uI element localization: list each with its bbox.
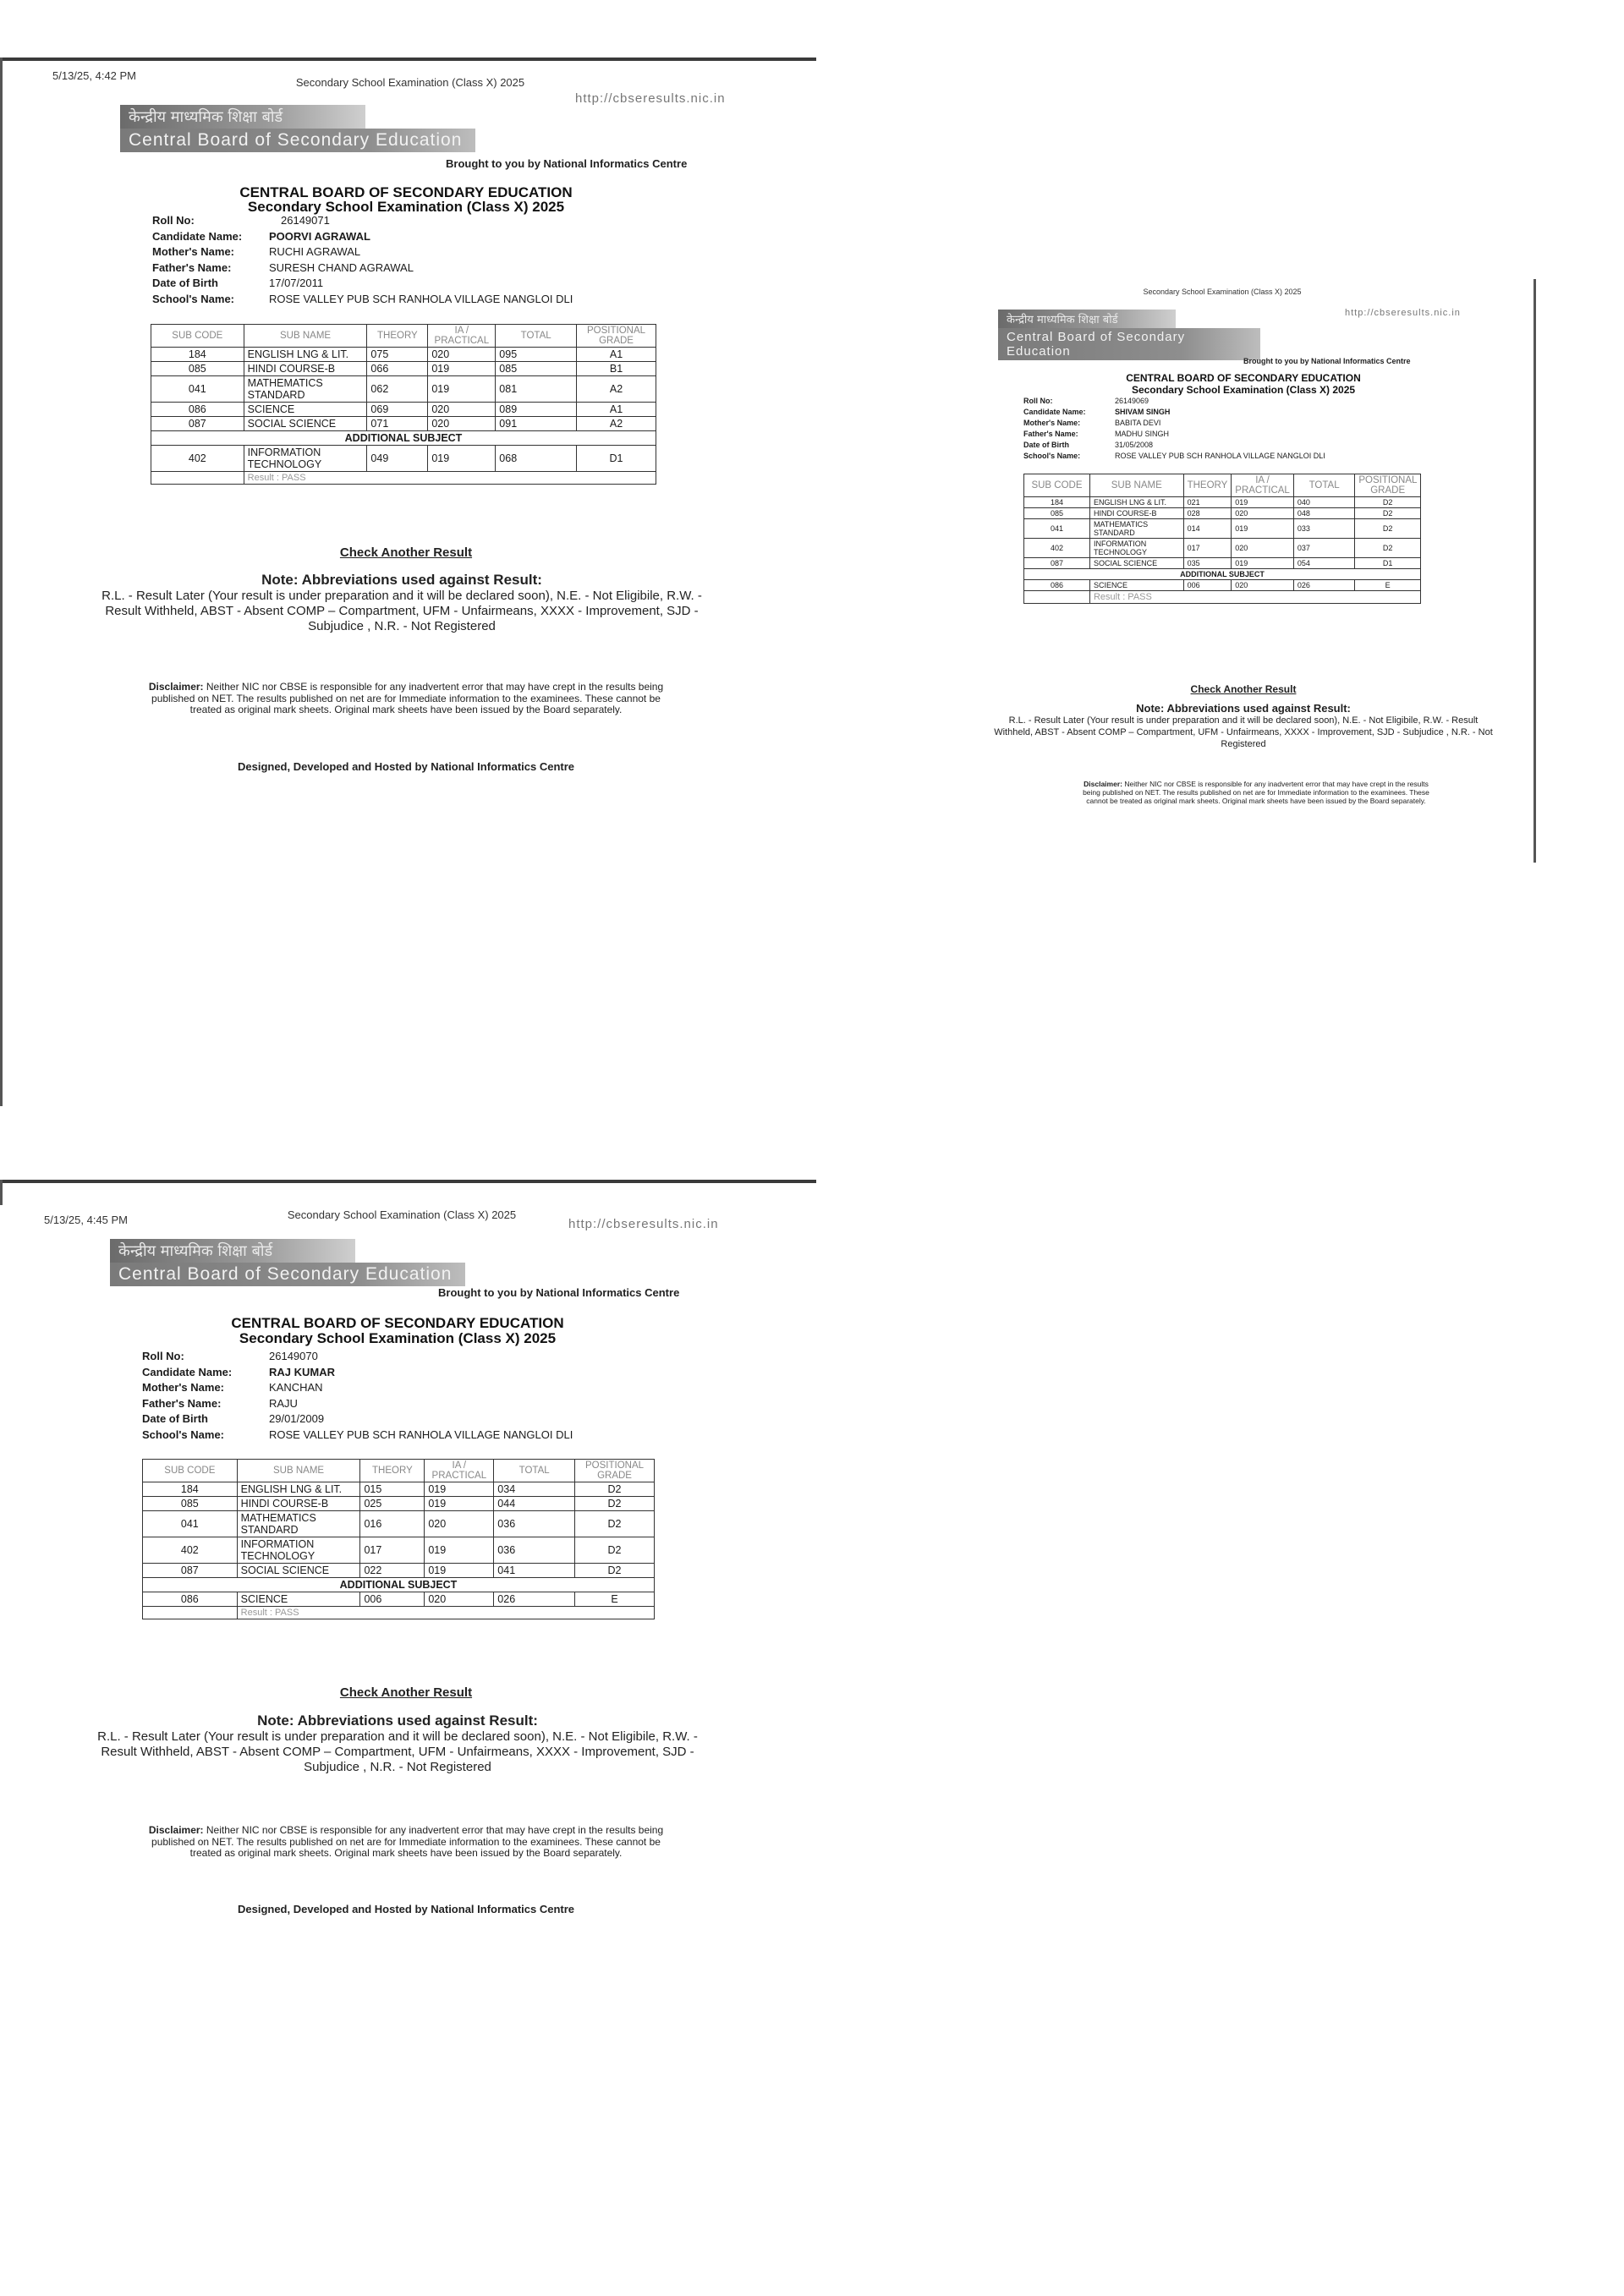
positional-grade: D1 — [1355, 558, 1421, 569]
column-header: SUB CODE — [151, 325, 244, 348]
column-header: POSITIONAL GRADE — [577, 325, 656, 348]
total-marks: 040 — [1293, 497, 1355, 508]
practical-marks: 019 — [1232, 558, 1294, 569]
positional-grade: D1 — [577, 446, 656, 472]
sub-code: 086 — [143, 1592, 238, 1607]
label-father: Father's Name: — [152, 260, 232, 274]
theory-marks: 069 — [367, 403, 428, 417]
positional-grade: D2 — [1355, 519, 1421, 539]
designed-by: Designed, Developed and Hosted by National Informatics Centre — [237, 1903, 575, 1915]
label-father: Father's Name: — [1023, 430, 1078, 438]
date-of-birth: 17/07/2011 — [269, 277, 324, 289]
site-url[interactable]: http://cbseresults.nic.in — [568, 1217, 719, 1231]
practical-marks: 019 — [428, 376, 496, 403]
column-header: SUB NAME — [237, 1460, 360, 1482]
additional-subject-heading-row — [143, 1578, 655, 1592]
column-header: IA / PRACTICAL — [425, 1460, 494, 1482]
sub-name: SOCIAL SCIENCE — [244, 417, 367, 431]
column-header: IA / PRACTICAL — [428, 325, 496, 348]
additional-subject-heading: ADDITIONAL SUBJECT — [143, 1578, 655, 1592]
sub-code: 087 — [143, 1564, 238, 1578]
subject-row — [143, 1497, 655, 1511]
total-marks: 091 — [496, 417, 577, 431]
practical-marks: 019 — [425, 1564, 494, 1578]
page-top-rule — [0, 58, 816, 61]
note-body: R.L. - Result Later (Your result is under preparation and it will be declared soon), N.E. - Not Eligibile, R.W. - Result Withheld, ABST - Absent COMP – Compartment, UFM - Unfairmeans, XXXX - Improvement, SJD - Subjudice , N.R. - Not Registered — [97, 1729, 698, 1774]
cbse-banner — [998, 310, 1260, 360]
sub-name: ENGLISH LNG & LIT. — [244, 348, 367, 362]
practical-marks: 019 — [1232, 497, 1294, 508]
theory-marks: 025 — [360, 1497, 425, 1511]
subject-row — [151, 348, 656, 362]
candidate-name: SHIVAM SINGH — [1115, 408, 1171, 416]
sub-name: HINDI COURSE-B — [237, 1497, 360, 1511]
positional-grade: D2 — [575, 1511, 655, 1537]
candidate-info — [1023, 396, 1325, 462]
theory-marks: 017 — [1183, 539, 1232, 558]
label-roll: Roll No: — [152, 214, 195, 227]
result-status: Result : PASS — [237, 1607, 654, 1619]
practical-marks: 019 — [425, 1482, 494, 1497]
total-marks: 068 — [496, 446, 577, 472]
label-dob: Date of Birth — [142, 1412, 208, 1425]
practical-marks: 020 — [1232, 508, 1294, 519]
page-header: Secondary School Examination (Class X) 2025 — [287, 1208, 517, 1221]
disclaimer-label: Disclaimer: — [148, 681, 204, 693]
theory-marks: 006 — [360, 1592, 425, 1607]
father-name: RAJU — [269, 1396, 298, 1410]
label-mother: Mother's Name: — [142, 1381, 224, 1394]
banner-hindi: केन्द्रीय माध्यमिक शिक्षा बोर्ड — [998, 310, 1176, 328]
subject-row — [151, 403, 656, 417]
column-header: THEORY — [1183, 474, 1232, 497]
result-sheet-2 — [914, 279, 1539, 871]
column-header: POSITIONAL GRADE — [575, 1460, 655, 1482]
sub-name: SOCIAL SCIENCE — [237, 1564, 360, 1578]
result-row — [143, 1607, 655, 1619]
disclaimer-label: Disclaimer: — [1084, 780, 1122, 788]
board-title: CENTRAL BOARD OF SECONDARY EDUCATION — [239, 184, 573, 200]
page-left-rule — [0, 1180, 3, 1205]
sub-code: 087 — [1024, 558, 1090, 569]
total-marks: 048 — [1293, 508, 1355, 519]
positional-grade: E — [575, 1592, 655, 1607]
theory-marks: 017 — [360, 1537, 425, 1564]
positional-grade: D2 — [575, 1482, 655, 1497]
result-sheet-1 — [0, 58, 820, 1106]
label-roll: Roll No: — [1023, 397, 1053, 405]
label-father: Father's Name: — [142, 1396, 222, 1410]
sub-name: MATHEMATICS STANDARD — [1089, 519, 1183, 539]
column-header: IA / PRACTICAL — [1232, 474, 1294, 497]
timestamp: 5/13/25, 4:45 PM — [44, 1214, 129, 1226]
total-marks: 037 — [1293, 539, 1355, 558]
total-marks: 095 — [496, 348, 577, 362]
practical-marks: 020 — [1232, 539, 1294, 558]
sub-code: 041 — [1024, 519, 1090, 539]
exam-title: Secondary School Examination (Class X) 2025 — [239, 1330, 557, 1346]
candidate-name: POORVI AGRAWAL — [269, 229, 370, 243]
subject-row — [143, 1482, 655, 1497]
practical-marks: 020 — [428, 417, 496, 431]
mother-name: KANCHAN — [269, 1381, 323, 1394]
subject-row — [1024, 497, 1421, 508]
total-marks: 026 — [1293, 580, 1355, 591]
theory-marks: 016 — [360, 1511, 425, 1537]
sub-name: SCIENCE — [1089, 580, 1183, 591]
brought-by: Brought to you by National Informatics Centre — [438, 1286, 680, 1299]
check-another-result-link[interactable]: Check Another Result — [339, 1685, 473, 1700]
additional-subject-row — [143, 1592, 655, 1607]
practical-marks: 019 — [425, 1497, 494, 1511]
additional-subject-heading: ADDITIONAL SUBJECT — [1024, 569, 1421, 580]
banner-hindi: केन्द्रीय माध्यमिक शिक्षा बोर्ड — [120, 105, 365, 129]
result-empty-cell — [1024, 591, 1090, 604]
sub-name: SCIENCE — [244, 403, 367, 417]
theory-marks: 022 — [360, 1564, 425, 1578]
subject-row — [1024, 519, 1421, 539]
note-body: R.L. - Result Later (Your result is under preparation and it will be declared soon), N.E. - Not Eligibile, R.W. - Result Withheld, ABST - Absent COMP – Compartment, UFM - Unfairmeans, XXXX - Improvement, SJD - Subjudice , N.R. - Not Registered — [994, 715, 1493, 749]
theory-marks: 014 — [1183, 519, 1232, 539]
column-header: SUB NAME — [244, 325, 367, 348]
marks-table — [151, 324, 656, 485]
practical-marks: 019 — [425, 1537, 494, 1564]
subject-row — [143, 1564, 655, 1578]
sub-name: HINDI COURSE-B — [1089, 508, 1183, 519]
note-heading: Note: Abbreviations used against Result: — [257, 1712, 538, 1729]
label-candidate: Candidate Name: — [1023, 408, 1086, 416]
page-header: Secondary School Examination (Class X) 2025 — [295, 76, 525, 89]
date-of-birth: 31/05/2008 — [1115, 441, 1154, 449]
father-name: MADHU SINGH — [1115, 430, 1170, 438]
label-roll: Roll No: — [142, 1350, 184, 1362]
board-title: CENTRAL BOARD OF SECONDARY EDUCATION — [1126, 372, 1361, 384]
exam-title: Secondary School Examination (Class X) 2025 — [1131, 384, 1356, 396]
positional-grade: B1 — [577, 362, 656, 376]
positional-grade: D2 — [1355, 508, 1421, 519]
column-header: TOTAL — [496, 325, 577, 348]
positional-grade: D2 — [575, 1564, 655, 1578]
roll-number: 26149070 — [269, 1350, 318, 1362]
timestamp: 5/13/25, 4:42 PM — [52, 69, 137, 82]
roll-number: 26149069 — [1115, 397, 1149, 405]
abbreviation-note — [68, 572, 736, 634]
school-name: ROSE VALLEY PUB SCH RANHOLA VILLAGE NANGLOI DLI — [1115, 452, 1325, 460]
additional-subject-heading-row — [151, 431, 656, 446]
sub-code: 041 — [143, 1511, 238, 1537]
additional-subject-heading-row — [1024, 569, 1421, 580]
disclaimer — [148, 682, 664, 716]
school-name: ROSE VALLEY PUB SCH RANHOLA VILLAGE NANGLOI DLI — [269, 292, 573, 305]
disclaimer — [144, 1825, 668, 1860]
label-dob: Date of Birth — [152, 277, 218, 289]
sub-code: 087 — [151, 417, 244, 431]
sub-code: 085 — [143, 1497, 238, 1511]
result-row — [151, 472, 656, 485]
total-marks: 085 — [496, 362, 577, 376]
cbse-banner — [110, 1239, 465, 1286]
positional-grade: D2 — [575, 1497, 655, 1511]
school-name: ROSE VALLEY PUB SCH RANHOLA VILLAGE NANGLOI DLI — [269, 1427, 573, 1441]
sub-code: 086 — [1024, 580, 1090, 591]
result-empty-cell — [151, 472, 244, 485]
label-candidate: Candidate Name: — [152, 229, 243, 243]
positional-grade: E — [1355, 580, 1421, 591]
disclaimer-text: Neither NIC nor CBSE is responsible for any inadvertent error that may have crept in the results being published on NET. The results published on net are for Immediate information to the examinees. These cannot be treated as original mark sheets. Original mark sheets have been issued by the Board separately. — [1083, 780, 1429, 805]
board-title: CENTRAL BOARD OF SECONDARY EDUCATION — [231, 1315, 564, 1331]
column-header: POSITIONAL GRADE — [1355, 474, 1421, 497]
exam-title: Secondary School Examination (Class X) 2025 — [247, 199, 565, 215]
result-sheet-3 — [0, 1180, 820, 2262]
sub-name: MATHEMATICS STANDARD — [237, 1511, 360, 1537]
disclaimer-text: Neither NIC nor CBSE is responsible for any inadvertent error that may have crept in the results being published on NET. The results published on net are for Immediate information to the examinees. These cannot be treated as original mark sheets. Original mark sheets have been issued by the Board separately. — [151, 681, 664, 715]
page-right-rule — [1533, 279, 1536, 863]
sub-name: HINDI COURSE-B — [244, 362, 367, 376]
total-marks: 054 — [1293, 558, 1355, 569]
sub-name: ENGLISH LNG & LIT. — [1089, 497, 1183, 508]
practical-marks: 019 — [1232, 519, 1294, 539]
theory-marks: 021 — [1183, 497, 1232, 508]
total-marks: 034 — [494, 1482, 575, 1497]
practical-marks: 020 — [428, 403, 496, 417]
subject-row — [143, 1511, 655, 1537]
practical-marks: 020 — [425, 1592, 494, 1607]
sub-code: 086 — [151, 403, 244, 417]
theory-marks: 075 — [367, 348, 428, 362]
theory-marks: 015 — [360, 1482, 425, 1497]
practical-marks: 020 — [428, 348, 496, 362]
total-marks: 026 — [494, 1592, 575, 1607]
sub-code: 184 — [1024, 497, 1090, 508]
label-dob: Date of Birth — [1023, 441, 1069, 449]
column-header: SUB NAME — [1089, 474, 1183, 497]
disclaimer — [1074, 780, 1438, 805]
banner-english: Central Board of Secondary Education — [110, 1263, 465, 1286]
subject-row — [143, 1537, 655, 1564]
note-body: R.L. - Result Later (Your result is under preparation and it will be declared soon), N.E. - Not Eligibile, R.W. - Result Withheld, ABST - Absent COMP – Compartment, UFM - Unfairmeans, XXXX - Improvement, SJD - Subjudice , N.R. - Not Registered — [102, 589, 702, 633]
label-candidate: Candidate Name: — [142, 1365, 233, 1378]
theory-marks: 028 — [1183, 508, 1232, 519]
additional-subject-row — [151, 446, 656, 472]
additional-subject-heading: ADDITIONAL SUBJECT — [151, 431, 656, 446]
page-top-rule — [0, 1180, 816, 1183]
candidate-info — [142, 1349, 573, 1443]
marks-table — [1023, 474, 1421, 604]
theory-marks: 006 — [1183, 580, 1232, 591]
note-heading: Note: Abbreviations used against Result: — [1136, 702, 1351, 715]
practical-marks: 019 — [428, 446, 496, 472]
sub-code: 085 — [1024, 508, 1090, 519]
subject-row — [151, 417, 656, 431]
practical-marks: 020 — [1232, 580, 1294, 591]
theory-marks: 066 — [367, 362, 428, 376]
additional-subject-row — [1024, 580, 1421, 591]
subject-row — [1024, 508, 1421, 519]
column-header: TOTAL — [494, 1460, 575, 1482]
subject-row — [1024, 558, 1421, 569]
banner-english: Central Board of Secondary Education — [120, 129, 475, 152]
sub-code: 085 — [151, 362, 244, 376]
disclaimer-label: Disclaimer: — [148, 1824, 204, 1836]
sub-name: INFORMATION TECHNOLOGY — [244, 446, 367, 472]
positional-grade: A1 — [577, 403, 656, 417]
label-school: School's Name: — [152, 292, 235, 305]
theory-marks: 071 — [367, 417, 428, 431]
candidate-name: RAJ KUMAR — [269, 1365, 335, 1378]
site-url[interactable]: http://cbseresults.nic.in — [575, 91, 726, 106]
practical-marks: 019 — [428, 362, 496, 376]
page-left-rule — [0, 58, 3, 1106]
disclaimer-text: Neither NIC nor CBSE is responsible for any inadvertent error that may have crept in the results being published on NET. The results published on net are for Immediate information to the examinees. These cannot be treated as original mark sheets. Original mark sheets have been issued by the Board separately. — [151, 1824, 664, 1859]
cbse-banner — [120, 105, 475, 152]
total-marks: 044 — [494, 1497, 575, 1511]
positional-grade: D2 — [575, 1537, 655, 1564]
abbreviation-note — [964, 702, 1522, 750]
result-status: Result : PASS — [1089, 591, 1420, 604]
column-header: SUB CODE — [1024, 474, 1090, 497]
check-another-result-link[interactable]: Check Another Result — [339, 545, 473, 560]
sub-name: INFORMATION TECHNOLOGY — [1089, 539, 1183, 558]
candidate-info — [152, 213, 573, 307]
result-status: Result : PASS — [244, 472, 656, 485]
column-header: TOTAL — [1293, 474, 1355, 497]
label-school: School's Name: — [1023, 452, 1081, 460]
brought-by: Brought to you by National Informatics Centre — [446, 157, 688, 170]
sub-name: INFORMATION TECHNOLOGY — [237, 1537, 360, 1564]
sub-code: 402 — [143, 1537, 238, 1564]
mother-name: BABITA DEVI — [1115, 419, 1161, 427]
result-empty-cell — [143, 1607, 238, 1619]
subject-row — [1024, 539, 1421, 558]
label-mother: Mother's Name: — [1023, 419, 1081, 427]
sub-code: 041 — [151, 376, 244, 403]
positional-grade: A2 — [577, 376, 656, 403]
theory-marks: 062 — [367, 376, 428, 403]
theory-marks: 049 — [367, 446, 428, 472]
sub-name: SCIENCE — [237, 1592, 360, 1607]
banner-english: Central Board of Secondary Education — [998, 328, 1260, 360]
banner-hindi: केन्द्रीय माध्यमिक शिक्षा बोर्ड — [110, 1239, 355, 1263]
check-another-result-link[interactable]: Check Another Result — [1190, 683, 1297, 695]
practical-marks: 020 — [425, 1511, 494, 1537]
roll-number: 26149071 — [281, 214, 330, 227]
abbreviation-note — [59, 1712, 736, 1775]
total-marks: 081 — [496, 376, 577, 403]
column-header: THEORY — [367, 325, 428, 348]
subject-row — [151, 362, 656, 376]
theory-marks: 035 — [1183, 558, 1232, 569]
brought-by: Brought to you by National Informatics Centre — [1243, 357, 1411, 365]
total-marks: 033 — [1293, 519, 1355, 539]
sub-name: MATHEMATICS STANDARD — [244, 376, 367, 403]
total-marks: 041 — [494, 1564, 575, 1578]
mother-name: RUCHI AGRAWAL — [269, 245, 361, 258]
date-of-birth: 29/01/2009 — [269, 1412, 325, 1425]
label-school: School's Name: — [142, 1427, 225, 1441]
sub-code: 184 — [143, 1482, 238, 1497]
page-header: Secondary School Examination (Class X) 2025 — [1143, 288, 1302, 296]
sub-code: 402 — [151, 446, 244, 472]
designed-by: Designed, Developed and Hosted by National Informatics Centre — [237, 760, 575, 773]
column-header: SUB CODE — [143, 1460, 238, 1482]
total-marks: 036 — [494, 1537, 575, 1564]
positional-grade: A1 — [577, 348, 656, 362]
column-header: THEORY — [360, 1460, 425, 1482]
sub-code: 402 — [1024, 539, 1090, 558]
sub-name: SOCIAL SCIENCE — [1089, 558, 1183, 569]
positional-grade: A2 — [577, 417, 656, 431]
sub-code: 184 — [151, 348, 244, 362]
label-mother: Mother's Name: — [152, 245, 234, 258]
sub-name: ENGLISH LNG & LIT. — [237, 1482, 360, 1497]
marks-table — [142, 1459, 655, 1619]
total-marks: 089 — [496, 403, 577, 417]
positional-grade: D2 — [1355, 539, 1421, 558]
total-marks: 036 — [494, 1511, 575, 1537]
positional-grade: D2 — [1355, 497, 1421, 508]
note-heading: Note: Abbreviations used against Result: — [261, 572, 542, 588]
father-name: SURESH CHAND AGRAWAL — [269, 260, 414, 274]
site-url[interactable]: http://cbseresults.nic.in — [1345, 308, 1461, 318]
result-row — [1024, 591, 1421, 604]
subject-row — [151, 376, 656, 403]
